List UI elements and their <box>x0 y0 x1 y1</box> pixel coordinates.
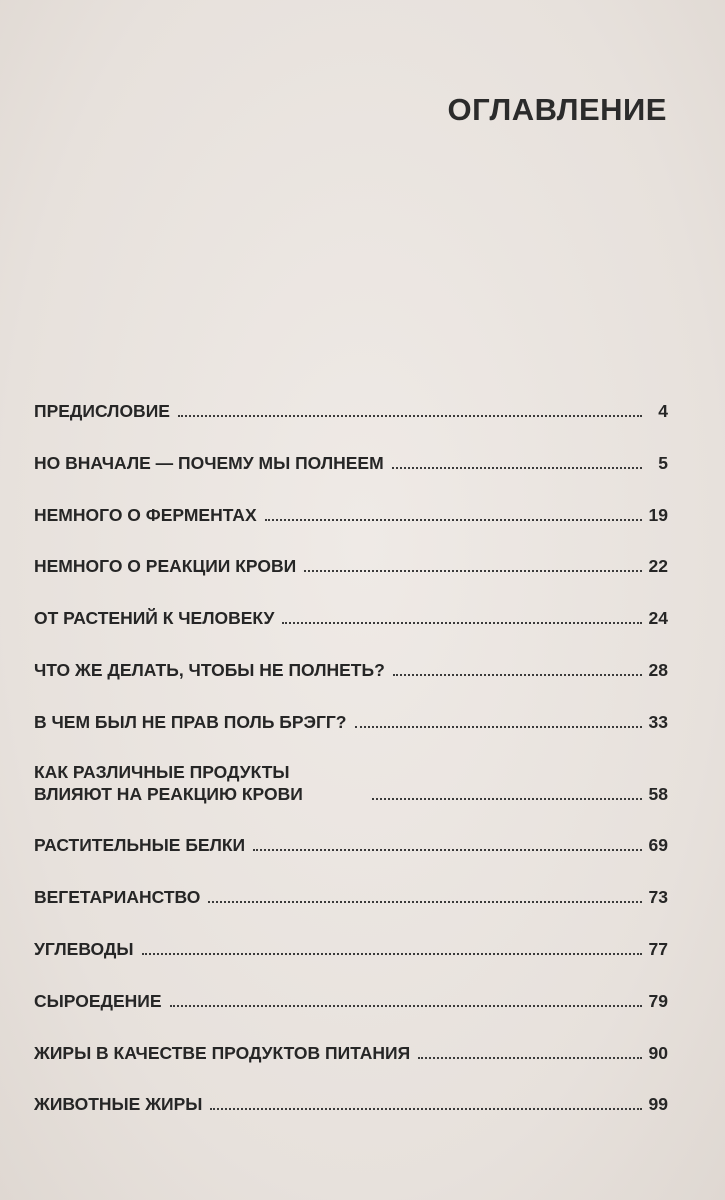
leader-dots <box>372 797 642 800</box>
toc-entry-title: ОТ РАСТЕНИЙ К ЧЕЛОВЕКУ <box>34 608 275 629</box>
leader-dots <box>253 848 642 851</box>
toc-entry-page: 79 <box>648 990 668 1011</box>
toc-entry <box>34 555 668 577</box>
toc-entry-title: УГЛЕВОДЫ <box>34 938 134 959</box>
toc-entry <box>34 834 668 856</box>
toc-entry <box>34 607 668 629</box>
toc-entry-page: 28 <box>648 659 668 680</box>
leader-dots <box>142 952 642 955</box>
toc-entry-title: ВЕГЕТАРИАНСТВО <box>34 887 201 908</box>
toc-entry <box>34 990 668 1012</box>
toc-entry-title: РАСТИТЕЛЬНЫЕ БЕЛКИ <box>34 835 246 856</box>
toc-entry-title: НЕМНОГО О РЕАКЦИИ КРОВИ <box>34 556 297 577</box>
toc-entry <box>34 1093 668 1115</box>
leader-dots <box>170 1004 642 1007</box>
toc-entry <box>34 504 668 526</box>
toc-entry-page: 90 <box>648 1042 668 1063</box>
toc-entry <box>34 761 668 805</box>
leader-dots <box>265 518 642 521</box>
toc-entry <box>34 452 668 474</box>
leader-dots <box>282 621 642 624</box>
leader-dots <box>355 725 643 728</box>
toc-entry-title: СЫРОЕДЕНИЕ <box>34 990 162 1011</box>
leader-dots <box>392 466 642 469</box>
toc-entry-page: 58 <box>648 783 668 804</box>
toc-entry-page: 22 <box>648 556 668 577</box>
toc-heading: ОГЛАВЛЕНИЕ <box>447 92 667 127</box>
toc-entry <box>34 711 668 733</box>
toc-entry-page: 77 <box>648 938 668 959</box>
toc-entry-title: ПРЕДИСЛОВИЕ <box>34 401 170 421</box>
leader-dots <box>210 1107 642 1110</box>
toc-entry-page: 33 <box>648 711 668 732</box>
toc-entry-page: 69 <box>648 835 668 856</box>
toc-entry-page: 19 <box>648 504 668 525</box>
toc-entry-page: 24 <box>648 608 668 629</box>
toc-entry-title: НЕМНОГО О ФЕРМЕНТАХ <box>34 504 257 525</box>
leader-dots <box>178 414 642 417</box>
toc-entry-page: 4 <box>658 401 668 421</box>
leader-dots <box>208 900 642 903</box>
toc-entry <box>34 938 668 960</box>
toc-entry-page: 5 <box>658 452 668 473</box>
toc-entry-title: ЖИРЫ В КАЧЕСТВЕ ПРОДУКТОВ ПИТАНИЯ <box>34 1042 411 1063</box>
toc-entry-title: НО ВНАЧАЛЕ — ПОЧЕМУ МЫ ПОЛНЕЕМ <box>34 452 384 473</box>
leader-dots <box>304 569 642 572</box>
leader-dots <box>393 673 642 676</box>
toc-entry-title: ЧТО ЖЕ ДЕЛАТЬ, ЧТОБЫ НЕ ПОЛНЕТЬ? <box>34 659 385 680</box>
toc-entry-title: В ЧЕМ БЫЛ НЕ ПРАВ ПОЛЬ БРЭГГ? <box>34 711 347 732</box>
toc-entry <box>34 1042 668 1064</box>
toc-entry-title: ЖИВОТНЫЕ ЖИРЫ <box>34 1094 203 1115</box>
toc-entry <box>34 400 668 422</box>
toc-entry <box>34 886 668 908</box>
leader-dots <box>418 1056 642 1059</box>
toc-entry-page: 99 <box>648 1094 668 1115</box>
toc-list <box>34 400 668 1145</box>
toc-entry-title: КАК РАЗЛИЧНЫЕ ПРОДУКТЫ ВЛИЯЮТ НА РЕАКЦИЮ КРОВИ <box>34 761 303 804</box>
toc-entry <box>34 659 668 681</box>
toc-entry-page: 73 <box>648 887 668 908</box>
